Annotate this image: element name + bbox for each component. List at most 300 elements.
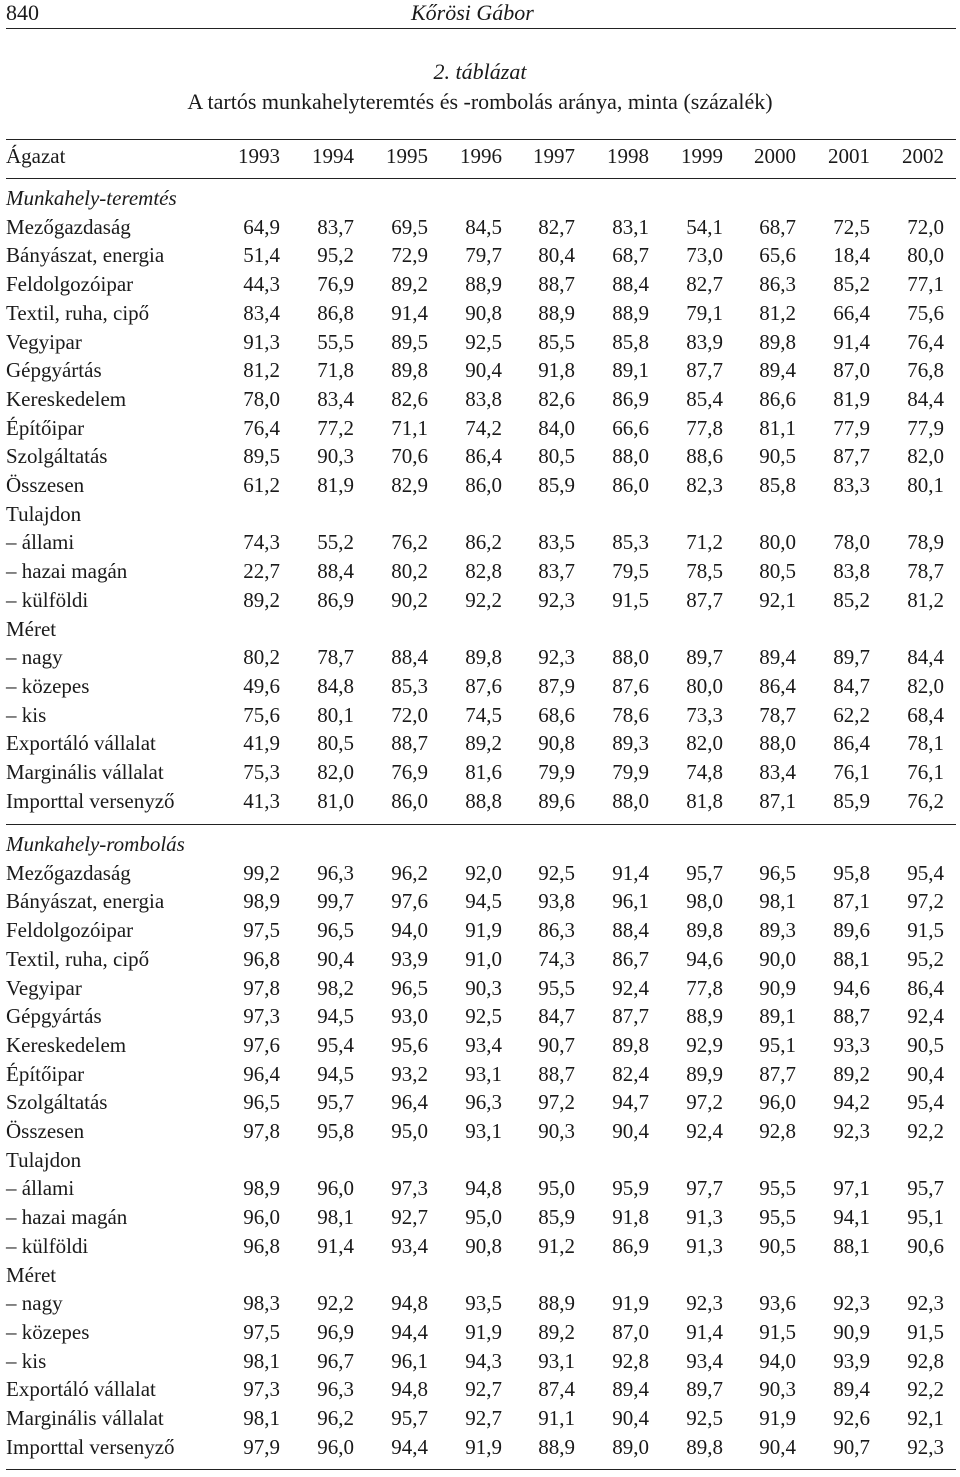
table-cell: 93,9 [391, 946, 428, 971]
table-cell: 82,9 [391, 473, 428, 497]
table-cell: 94,5 [317, 1061, 354, 1086]
table-cell: 92,5 [465, 329, 502, 354]
table-cell: 90,5 [907, 1032, 944, 1057]
table-cell: 80,0 [686, 673, 723, 698]
table-row [6, 672, 956, 701]
table-cell: 98,0 [686, 889, 723, 914]
row-label: – külföldi [6, 587, 89, 612]
column-header-year: 2002 [902, 144, 944, 168]
table-cell: 69,5 [391, 214, 428, 239]
table-cell: 44,3 [243, 272, 280, 297]
table-cell: 90,9 [833, 1319, 870, 1344]
row-label: – nagy [6, 1291, 63, 1316]
table-cell: 90,3 [317, 444, 354, 469]
row-label: Kereskedelem [6, 1032, 127, 1057]
table-cell: 84,7 [538, 1004, 575, 1029]
table-cell: 88,7 [538, 272, 575, 297]
column-header-year: 1994 [312, 144, 354, 168]
table-cell: 93,3 [833, 1032, 870, 1057]
table-cell: 66,4 [833, 300, 870, 325]
table-cell: 92,8 [759, 1119, 796, 1143]
table-cell: 87,0 [612, 1319, 649, 1344]
table-cell: 90,7 [833, 1434, 870, 1459]
table-cell: 89,6 [833, 918, 870, 943]
table-cell: 68,7 [759, 214, 796, 239]
table-cell: 95,8 [833, 860, 870, 885]
table-cell: 82,7 [538, 214, 575, 239]
table-cell: 54,1 [686, 214, 723, 239]
row-label: Gépgyártás [6, 1004, 102, 1029]
table-cell: 85,2 [833, 272, 870, 297]
table-cell: 98,9 [243, 1176, 280, 1201]
table-cell: 93,1 [538, 1348, 575, 1373]
table-cell: 92,0 [465, 860, 502, 885]
table-cell: 85,8 [612, 329, 649, 354]
table-cell: 89,8 [391, 358, 428, 383]
table-row [6, 916, 956, 945]
table-row [6, 557, 956, 586]
table-cell: 87,7 [833, 444, 870, 469]
table-cell: 92,2 [317, 1291, 354, 1316]
table-cell: 90,4 [317, 946, 354, 971]
table-cell: 94,4 [391, 1434, 428, 1459]
table-row [6, 442, 956, 471]
table-cell: 71,1 [391, 415, 428, 440]
table-cell: 88,4 [612, 918, 649, 943]
table-cell: 96,0 [759, 1090, 796, 1115]
row-label: Építőipar [6, 415, 85, 440]
table-cell: 82,3 [686, 473, 723, 497]
row-label: Importtal versenyző [6, 788, 175, 813]
table-cell: 98,2 [317, 975, 354, 1000]
table-cell: 80,2 [243, 645, 280, 670]
table-cell: 18,4 [833, 243, 870, 268]
table-cell: 95,0 [465, 1205, 502, 1230]
table-cell: 77,8 [686, 975, 723, 1000]
table-cell: 85,3 [612, 530, 649, 555]
table-cell: 88,0 [612, 788, 649, 813]
table-cell: 83,3 [833, 473, 870, 497]
table-cell: 83,7 [538, 559, 575, 584]
table-cell: 78,0 [833, 530, 870, 555]
table-cell: 76,8 [907, 358, 944, 383]
table-cell: 80,4 [538, 243, 575, 268]
table-cell: 89,1 [759, 1004, 796, 1029]
table-row [6, 945, 956, 974]
row-label: – nagy [6, 645, 63, 670]
row-label: Gépgyártás [6, 358, 102, 383]
table-cell: 92,2 [907, 1119, 944, 1143]
group-label-row [6, 615, 956, 644]
table-cell: 77,9 [833, 415, 870, 440]
table-cell: 95,7 [391, 1406, 428, 1430]
row-label: – kis [6, 702, 47, 727]
table-cell: 87,4 [538, 1377, 575, 1402]
row-label: Importtal versenyző [6, 1434, 175, 1459]
table-cell: 49,6 [243, 673, 280, 698]
table-cell: 89,8 [686, 1434, 723, 1459]
table-cell: 92,3 [907, 1291, 944, 1316]
table-cell: 93,4 [686, 1348, 723, 1373]
table-cell: 82,4 [612, 1061, 649, 1086]
table-cell: 92,2 [465, 587, 502, 612]
table-cell: 87,1 [833, 889, 870, 914]
table-cell: 89,9 [686, 1061, 723, 1086]
column-header-year: 1993 [238, 144, 280, 168]
table-cell: 78,7 [759, 702, 796, 727]
table-cell: 92,7 [465, 1377, 502, 1402]
table-cell: 95,4 [907, 1090, 944, 1115]
table-row [6, 213, 956, 242]
table-row [6, 1002, 956, 1031]
table-cell: 79,9 [538, 760, 575, 784]
table-cell: 92,5 [538, 860, 575, 885]
row-label: Kereskedelem [6, 386, 127, 411]
table-cell: 88,0 [612, 645, 649, 670]
table-cell: 86,6 [759, 386, 796, 411]
table-cell: 85,2 [833, 587, 870, 612]
table-cell: 81,2 [907, 587, 944, 612]
row-label: Marginális vállalat [6, 760, 164, 784]
table-cell: 97,5 [243, 1319, 280, 1344]
table-cell: 98,9 [243, 889, 280, 914]
table-cell: 91,5 [907, 918, 944, 943]
table-cell: 82,6 [391, 386, 428, 411]
table-cell: 92,3 [686, 1291, 723, 1316]
table-cell: 95,5 [759, 1205, 796, 1230]
table-cell: 82,0 [686, 731, 723, 756]
table-cell: 91,3 [243, 329, 280, 354]
table-cell: 92,7 [465, 1406, 502, 1430]
table-cell: 94,8 [465, 1176, 502, 1201]
row-label: Tulajdon [6, 501, 82, 526]
table-cell: 87,6 [465, 673, 502, 698]
table-cell: 90,8 [538, 731, 575, 756]
row-label: Összesen [6, 473, 85, 497]
table-cell: 96,3 [465, 1090, 502, 1115]
table-cell: 95,2 [317, 243, 354, 268]
table-cell: 94,8 [391, 1377, 428, 1402]
table-cell: 82,0 [907, 673, 944, 698]
table-cell: 96,7 [317, 1348, 354, 1373]
table-cell: 71,2 [686, 530, 723, 555]
table-cell: 92,3 [907, 1434, 944, 1459]
table-cell: 80,5 [538, 444, 575, 469]
table-cell: 88,1 [833, 946, 870, 971]
table-cell: 41,9 [243, 731, 280, 756]
row-label: Szolgáltatás [6, 444, 108, 469]
table-cell: 83,8 [833, 559, 870, 584]
table-cell: 94,4 [391, 1319, 428, 1344]
group-label-row [6, 1146, 956, 1175]
table-row [6, 1318, 956, 1347]
table-cell: 81,2 [759, 300, 796, 325]
table-cell: 86,4 [465, 444, 502, 469]
table-cell: 80,1 [907, 473, 944, 497]
table-cell: 86,0 [612, 473, 649, 497]
author-name: Kőrösi Gábor [411, 0, 534, 25]
table-row [6, 729, 956, 758]
table-cell: 96,8 [243, 946, 280, 971]
table-cell: 64,9 [243, 214, 280, 239]
table-cell: 85,5 [538, 329, 575, 354]
table-row [6, 414, 956, 443]
table-cell: 94,5 [317, 1004, 354, 1029]
table-cell: 66,6 [612, 415, 649, 440]
table-cell: 92,4 [612, 975, 649, 1000]
table-cell: 91,4 [686, 1319, 723, 1344]
table-cell: 76,1 [907, 760, 944, 784]
table-cell: 90,8 [465, 1233, 502, 1258]
table-cell: 96,0 [317, 1176, 354, 1201]
table-cell: 92,2 [907, 1377, 944, 1402]
table-cell: 77,9 [907, 415, 944, 440]
table-cell: 87,6 [612, 673, 649, 698]
table-cell: 95,1 [907, 1205, 944, 1230]
table-cell: 76,9 [317, 272, 354, 297]
table-cell: 74,5 [465, 702, 502, 727]
column-header-label: Ágazat [6, 144, 66, 168]
table-cell: 97,8 [243, 975, 280, 1000]
table-cell: 96,1 [612, 889, 649, 914]
table-cell: 78,9 [907, 530, 944, 555]
table-cell: 90,2 [391, 587, 428, 612]
table-row [6, 1433, 956, 1462]
table-row [6, 1232, 956, 1261]
table-cell: 90,0 [759, 946, 796, 971]
row-label: – külföldi [6, 1233, 89, 1258]
table-cell: 96,3 [317, 860, 354, 885]
table-cell: 88,9 [538, 1291, 575, 1316]
row-label: – közepes [6, 673, 90, 698]
table-cell: 97,5 [243, 918, 280, 943]
table-cell: 55,2 [317, 530, 354, 555]
table-row [6, 701, 956, 730]
table-cell: 86,4 [759, 673, 796, 698]
table-cell: 95,9 [612, 1176, 649, 1201]
table-cell: 82,8 [465, 559, 502, 584]
table-row [6, 471, 956, 500]
table-cell: 89,5 [243, 444, 280, 469]
table-cell: 82,0 [907, 444, 944, 469]
table-cell: 93,0 [391, 1004, 428, 1029]
table-cell: 98,1 [243, 1348, 280, 1373]
table-cell: 90,4 [759, 1434, 796, 1459]
row-label: Mezőgazdaság [6, 214, 131, 239]
table-cell: 80,5 [317, 731, 354, 756]
table-cell: 92,5 [686, 1406, 723, 1430]
row-label: Tulajdon [6, 1147, 82, 1172]
table-cell: 97,8 [243, 1119, 280, 1143]
table-cell: 91,4 [612, 860, 649, 885]
table-cell: 90,5 [759, 1233, 796, 1258]
table-cell: 88,8 [465, 788, 502, 813]
table-cell: 93,8 [538, 889, 575, 914]
table-cell: 86,0 [465, 473, 502, 497]
table-cell: 87,7 [759, 1061, 796, 1086]
table-cell: 90,4 [907, 1061, 944, 1086]
table-cell: 88,1 [833, 1233, 870, 1258]
table-cell: 88,6 [686, 444, 723, 469]
table-cell: 91,8 [612, 1205, 649, 1230]
table-cell: 84,7 [833, 673, 870, 698]
table-cell: 75,3 [243, 760, 280, 784]
table-cell: 82,6 [538, 386, 575, 411]
table-row [6, 328, 956, 357]
table-cell: 97,9 [243, 1434, 280, 1459]
table-cell: 72,5 [833, 214, 870, 239]
table-cell: 86,9 [612, 386, 649, 411]
table-row [6, 356, 956, 385]
table-cell: 95,4 [907, 860, 944, 885]
row-label: Exportáló vállalat [6, 731, 156, 756]
table-cell: 84,8 [317, 673, 354, 698]
table-cell: 82,0 [317, 760, 354, 784]
table-cell: 97,3 [243, 1004, 280, 1029]
table-cell: 97,1 [833, 1176, 870, 1201]
table-cell: 95,4 [317, 1032, 354, 1057]
table-row [6, 887, 956, 916]
table-cell: 90,3 [759, 1377, 796, 1402]
table-cell: 86,7 [612, 946, 649, 971]
row-label: – hazai magán [6, 1205, 128, 1230]
table-row [6, 1375, 956, 1404]
table-cell: 86,3 [759, 272, 796, 297]
table-cell: 77,1 [907, 272, 944, 297]
table-cell: 95,5 [759, 1176, 796, 1201]
table-cell: 89,5 [391, 329, 428, 354]
section-title: Munkahely-rombolás [6, 832, 185, 856]
table-cell: 95,0 [391, 1119, 428, 1143]
column-header-year: 1995 [386, 144, 428, 168]
table-row [6, 1117, 956, 1146]
row-label: – állami [6, 1176, 75, 1201]
row-label: Vegyipar [6, 975, 82, 1000]
group-label-row [6, 500, 956, 529]
table-cell: 97,3 [391, 1176, 428, 1201]
table-cell: 93,2 [391, 1061, 428, 1086]
table-cell: 96,5 [759, 860, 796, 885]
table-cell: 84,5 [465, 214, 502, 239]
table-row [6, 299, 956, 328]
table-cell: 81,2 [243, 358, 280, 383]
table-cell: 92,3 [538, 587, 575, 612]
table-cell: 94,2 [833, 1090, 870, 1115]
table-cell: 88,7 [538, 1061, 575, 1086]
table-row [6, 643, 956, 672]
row-label: – hazai magán [6, 559, 128, 584]
column-header-year: 1997 [533, 144, 575, 168]
row-label: Szolgáltatás [6, 1090, 108, 1115]
table-cell: 97,2 [538, 1090, 575, 1115]
table-cell: 90,4 [612, 1406, 649, 1430]
row-label: Építőipar [6, 1061, 85, 1086]
table-cell: 84,4 [907, 386, 944, 411]
table-cell: 91,4 [391, 300, 428, 325]
table-cell: 78,6 [612, 702, 649, 727]
table-cell: 91,1 [538, 1406, 575, 1430]
table-cell: 87,7 [686, 358, 723, 383]
table-cell: 83,7 [317, 214, 354, 239]
section-title: Munkahely-teremtés [6, 186, 177, 210]
page-number: 840 [6, 0, 39, 25]
table-cell: 80,0 [759, 530, 796, 555]
table-row [6, 1203, 956, 1232]
table-cell: 93,4 [465, 1032, 502, 1057]
table-cell: 87,9 [538, 673, 575, 698]
table-cell: 78,1 [907, 731, 944, 756]
header-bottom-rule [6, 178, 956, 179]
table-cell: 85,4 [686, 386, 723, 411]
table-cell: 76,4 [243, 415, 280, 440]
row-label: Méret [6, 1262, 57, 1287]
table-cell: 81,8 [686, 788, 723, 813]
table-cell: 95,8 [317, 1119, 354, 1143]
table-cell: 93,9 [833, 1348, 870, 1373]
table-cell: 89,8 [465, 645, 502, 670]
table-cell: 65,6 [759, 243, 796, 268]
table-cell: 92,3 [833, 1119, 870, 1143]
table-cell: 86,0 [391, 788, 428, 813]
table-cell: 83,4 [759, 760, 796, 784]
table-cell: 95,2 [907, 946, 944, 971]
table-cell: 84,4 [907, 645, 944, 670]
table-cell: 88,4 [612, 272, 649, 297]
row-label: Feldolgozóipar [6, 272, 134, 297]
table-cell: 94,6 [686, 946, 723, 971]
table-cell: 88,7 [391, 731, 428, 756]
table-cell: 98,1 [243, 1406, 280, 1430]
table-cell: 96,8 [243, 1233, 280, 1258]
table-cell: 62,2 [833, 702, 870, 727]
table-cell: 85,9 [538, 473, 575, 497]
table-number: 2. táblázat [433, 59, 527, 84]
table-row [6, 974, 956, 1003]
table-row [6, 270, 956, 299]
table-cell: 93,1 [465, 1061, 502, 1086]
table-cell: 86,9 [317, 587, 354, 612]
table-cell: 75,6 [243, 702, 280, 727]
table-cell: 83,5 [538, 530, 575, 555]
table-cell: 86,4 [907, 975, 944, 1000]
table-row [6, 758, 956, 787]
table-cell: 87,0 [833, 358, 870, 383]
table-cell: 78,5 [686, 559, 723, 584]
table-cell: 88,0 [612, 444, 649, 469]
table-cell: 86,3 [538, 918, 575, 943]
table-cell: 89,4 [612, 1377, 649, 1402]
table-cell: 88,0 [759, 731, 796, 756]
table-cell: 78,7 [317, 645, 354, 670]
table-cell: 91,9 [759, 1406, 796, 1430]
table-cell: 85,9 [833, 788, 870, 813]
table-cell: 96,0 [317, 1434, 354, 1459]
table-cell: 92,4 [686, 1119, 723, 1143]
table-cell: 91,8 [538, 358, 575, 383]
table-cell: 89,1 [612, 358, 649, 383]
table-cell: 94,5 [465, 889, 502, 914]
table-cell: 89,7 [833, 645, 870, 670]
header-rule [6, 28, 956, 29]
table-cell: 98,3 [243, 1291, 280, 1316]
table-row [6, 859, 956, 888]
row-label: Exportáló vállalat [6, 1377, 156, 1402]
table-cell: 90,6 [907, 1233, 944, 1258]
table-cell: 68,6 [538, 702, 575, 727]
table-cell: 92,7 [391, 1205, 428, 1230]
table-cell: 74,3 [538, 946, 575, 971]
table-cell: 92,5 [465, 1004, 502, 1029]
